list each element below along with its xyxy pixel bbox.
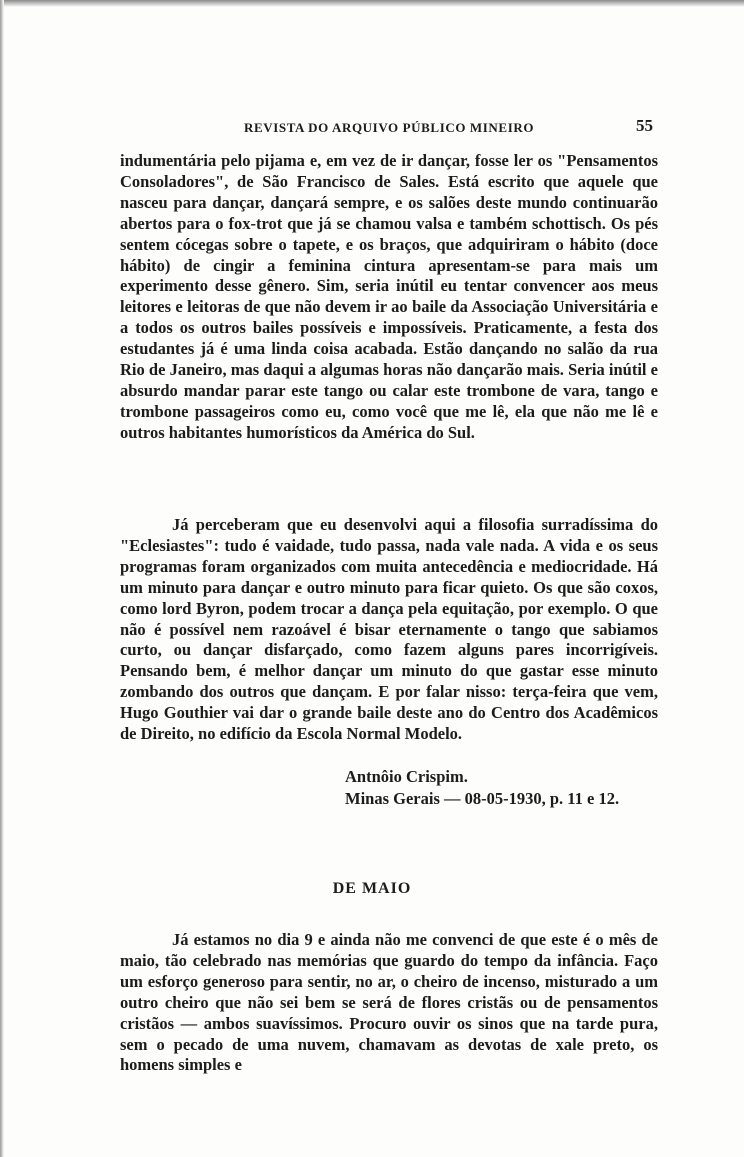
- section-title: DE MAIO: [332, 880, 412, 897]
- paragraph-2: Já perceberam que eu desenvolvi aqui a filosofia surradíssima do "Eclesiastes": tudo é vaidade, tudo passa, nada vale nada. A vida e os seus programas foram organizados com muita antecedência e mediocridade. Há um minuto para dançar e outro minuto para ficar quieto. Os que são coxos, como lord Byron, podem trocar a dança pela equitação, por exemplo. O que não é possível nem razoável é bisar eternamente o tango que sabiamos curto, ou dançar disfarçado, como fazem alguns pares incorrigíveis. Pensando bem, é melhor dançar um minuto do que gastar esse minuto zombando dos outros que dançam. E por falar nisso: terça-feira que vem, Hugo Gouthier vai dar o grande baile deste ano do Centro dos Acadêmicos de Direito, no edifício da Escola Normal Modelo.: [120, 515, 658, 744]
- signature-source: Minas Gerais — 08-05-1930, p. 11 e 12.: [345, 789, 620, 808]
- page-top-shadow: [0, 0, 744, 7]
- signature-author: Antnôio Crispim.: [345, 767, 468, 786]
- running-header: [0, 116, 744, 140]
- signature-block: [345, 766, 619, 810]
- paragraph-1: indumentária pelo pijama e, em vez de ir dançar, fosse ler os "Pensamentos Consoladores", de São Francisco de Sales. Está escrito que aquele que nasceu para dançar, dançará sempre, e os salões deste mundo continuarão abertos para o fox-trot que já se chamou valsa e também schottisch. Os pés sentem cócegas sobre o tapete, e os braços, que adquiriram o hábito (doce hábito) de cingir a feminina cintura apresentam-se para mais um experimento desse gênero. Sim, seria inútil eu tentar convencer aos meus leitores e leitoras de que não devem ir ao baile da Associação Universitária e a todos os outros bailes possíveis e impossíveis. Praticamente, a festa dos estudantes já é uma linda coisa acabada. Estão dançando no salão da rua Rio de Janeiro, mas daqui a algumas horas não dançarão mais. Seria inútil e absurdo mandar parar este tango ou calar este trombone de vara, tango e trombone passageiros como eu, como você que me lê, ela que não me lê e outros habitantes humorísticos da América do Sul.: [120, 151, 658, 442]
- journal-title: REVISTA DO ARQUIVO PÚBLICO MINEIRO: [244, 120, 535, 135]
- paragraph-3: Já estamos no dia 9 e ainda não me convenci de que este é o mês de maio, tão celebrado nas memórias que guardo do tempo da infância. Faço um esforço generoso para sentir, no ar, o cheiro de incenso, misturado a um outro cheiro que não sei bem se será de flores cristãs ou de pensamentos cristãos — ambos suavíssimos. Procuro ouvir os sinos que na tarde pura, sem o pecado de uma nuvem, chamavam as devotas de xale preto, os homens simples e: [120, 930, 658, 1075]
- page-left-shadow: [0, 0, 4, 1157]
- page-number: 55: [636, 116, 653, 135]
